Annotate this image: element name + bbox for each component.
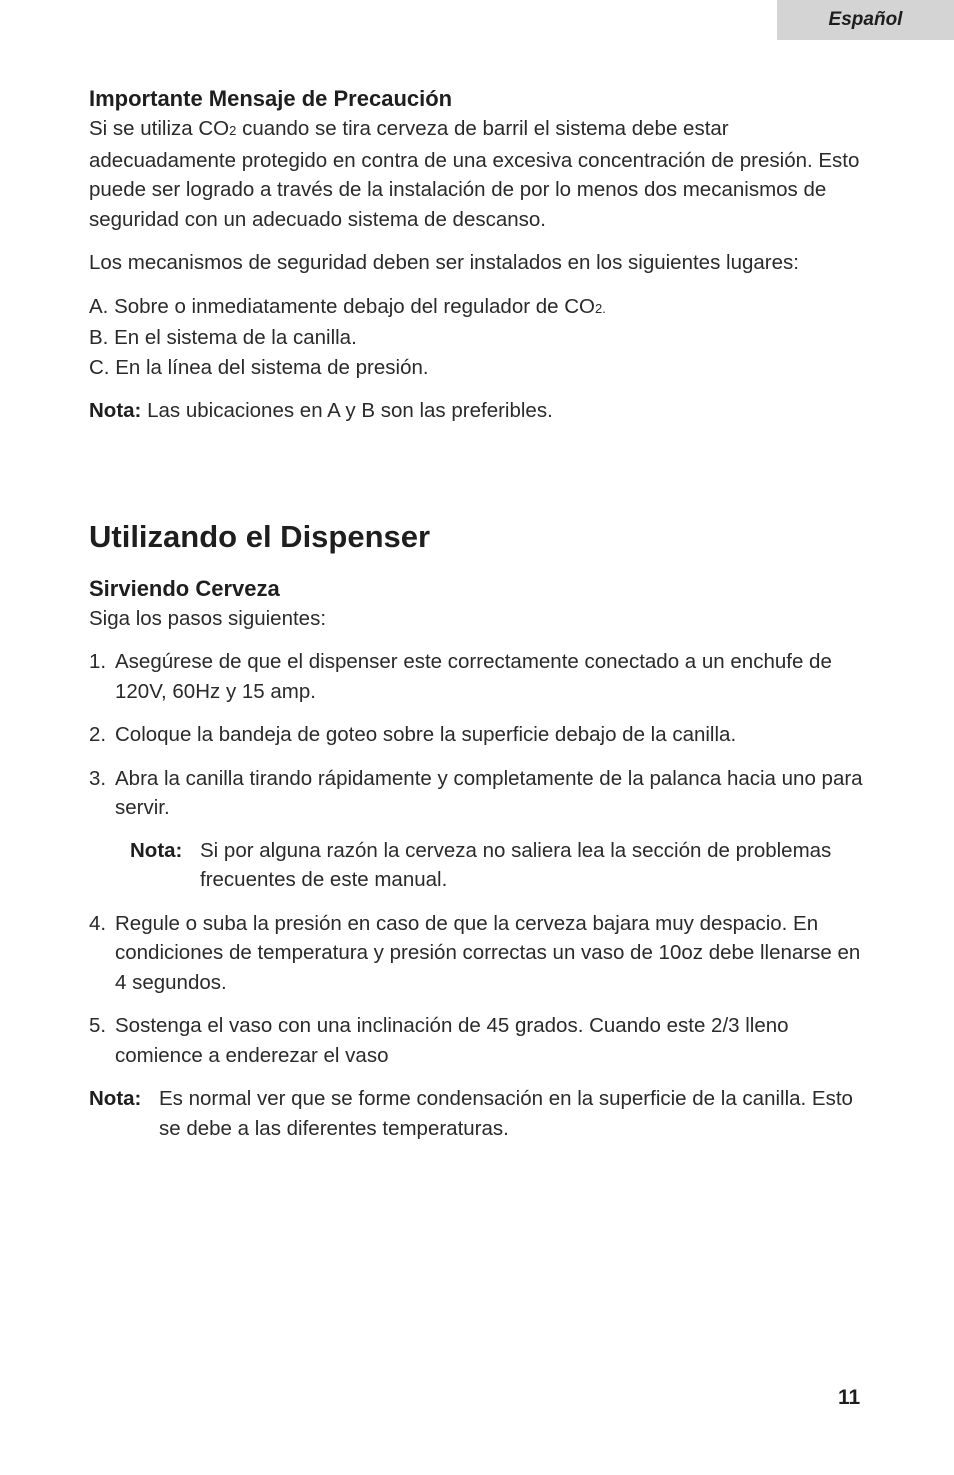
location-item-a-text: A. Sobre o inmediatamente debajo del regulador de CO — [89, 294, 595, 318]
note-label: Nota: — [89, 399, 142, 422]
page-number: 11 — [838, 1386, 861, 1409]
step-item — [89, 909, 869, 998]
step-text: Abra la canilla tirando rápidamente y completamente de la palanca hacia uno para servir. — [115, 766, 863, 819]
step-text: Regule o suba la presión en caso de que la cerveza bajara muy despacio. En condiciones de temperatura y presión correctas un vaso de 10oz debe llenarse en 4 segundos. — [115, 911, 861, 994]
step-number: 4. — [89, 911, 107, 935]
section-title: Utilizando el Dispenser — [89, 518, 431, 554]
location-item-c: C. En la línea del sistema de presión. — [89, 355, 429, 379]
language-tab: Español — [777, 0, 954, 40]
step-text: Sostenga el vaso con una inclinación de 45 grados. Cuando este 2/3 lleno comience a enderezar el vaso — [115, 1014, 789, 1067]
step-item — [89, 764, 869, 823]
co2-subscript: 2. — [594, 300, 606, 316]
caution-title: Importante Mensaje de Precaución — [89, 86, 453, 111]
step-text: Coloque la bandeja de goteo sobre la superficie debajo de la canilla. — [115, 723, 737, 746]
step-number: 2. — [89, 723, 107, 746]
note-label: Nota: — [130, 838, 183, 862]
co2-subscript: 2 — [229, 123, 237, 138]
step-item — [89, 720, 869, 750]
location-item-a — [89, 292, 869, 324]
caution-text-b: cuando se tira cerveza de barril el sistema debe estar adecuadamente protegido en contra de una excesiva concentración de presión. Esto puede ser logrado a través de la instalación de por lo menos dos mecanismos de seguridad con un adecuado sistema de descanso. — [89, 117, 860, 231]
step-note — [89, 836, 869, 895]
caution-text-a: Si se utiliza CO — [89, 117, 230, 140]
note-text: Es normal ver que se forme condensación en la superficie de la canilla. Esto se debe a las diferentes temperaturas. — [159, 1087, 853, 1140]
note-text: Las ubicaciones en A y B son las preferibles. — [141, 399, 553, 422]
location-item-b: B. En el sistema de la canilla. — [89, 326, 357, 349]
steps-intro: Siga los pasos siguientes: — [89, 606, 327, 630]
caution-note — [89, 396, 869, 426]
safety-locations-intro: Los mecanismos de seguridad deben ser instalados en los siguientes lugares: — [89, 251, 799, 274]
step-item — [89, 647, 869, 706]
step-number: 1. — [89, 650, 107, 673]
final-note — [89, 1084, 869, 1143]
page-content — [89, 84, 869, 1143]
step-number: 3. — [89, 766, 107, 790]
note-text: Si por alguna razón la cerveza no saliera lea la sección de problemas frecuentes de este manual. — [200, 838, 832, 891]
caution-paragraph — [89, 114, 869, 234]
step-number: 5. — [89, 1014, 107, 1037]
step-text: Asegúrese de que el dispenser este correctamente conectado a un enchufe de 120V, 60Hz y 15 amp. — [115, 650, 832, 703]
note-label: Nota: — [89, 1087, 142, 1110]
step-item — [89, 1011, 869, 1070]
section-subtitle: Sirviendo Cerveza — [89, 575, 280, 601]
